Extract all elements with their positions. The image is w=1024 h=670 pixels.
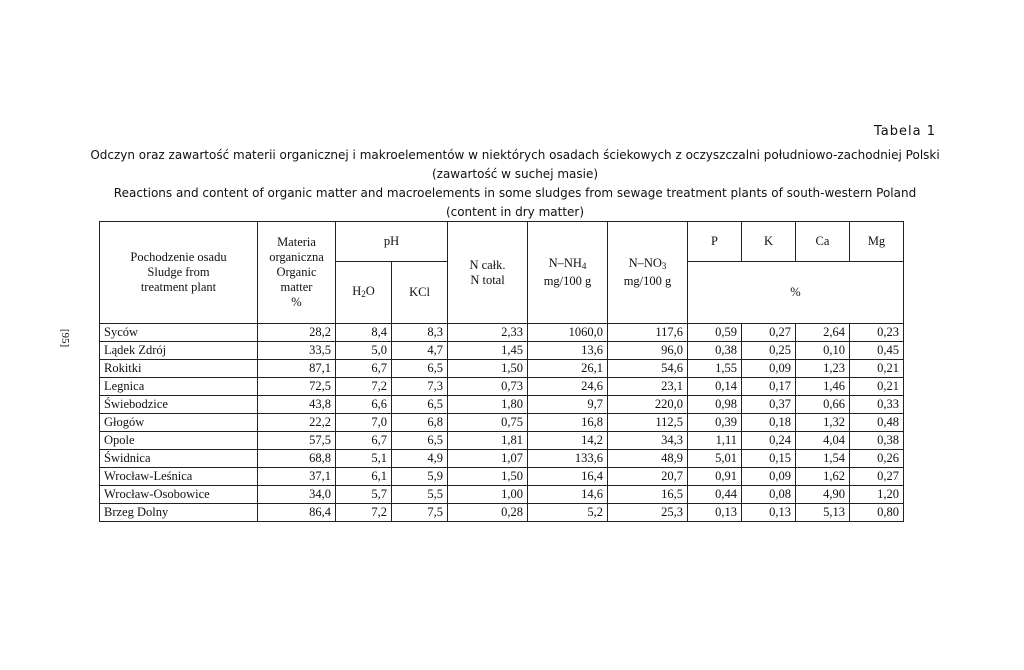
row-value-cell: 5,01 [688, 450, 742, 468]
row-value-cell: 4,9 [392, 450, 448, 468]
row-value-cell: 1,20 [850, 486, 904, 504]
row-value-cell: 133,6 [528, 450, 608, 468]
row-value-cell: 48,9 [608, 450, 688, 468]
row-value-cell: 6,1 [336, 468, 392, 486]
row-value-cell: 7,0 [336, 414, 392, 432]
header-n-no3-sub: 3 [661, 261, 667, 271]
row-value-cell: 0,23 [850, 324, 904, 342]
row-value-cell: 112,5 [608, 414, 688, 432]
row-value-cell: 20,7 [608, 468, 688, 486]
row-value-cell: 0,13 [742, 504, 796, 522]
header-n-nh4-sub: 4 [581, 261, 587, 271]
header-kcl: KCl [392, 262, 448, 324]
row-value-cell: 1,62 [796, 468, 850, 486]
row-value-cell: 7,2 [336, 504, 392, 522]
header-ph: pH [336, 222, 448, 262]
row-value-cell: 34,3 [608, 432, 688, 450]
row-value-cell: 0,38 [688, 342, 742, 360]
caption-polish-note: (zawartość w suchej masie) [431, 167, 599, 181]
header-organic-en-1: Organic [276, 265, 317, 279]
row-value-cell: 0,15 [742, 450, 796, 468]
row-value-cell: 0,45 [850, 342, 904, 360]
table-row [100, 342, 904, 360]
row-value-cell: 1,11 [688, 432, 742, 450]
row-value-cell: 1,45 [448, 342, 528, 360]
header-origin-en-2: treatment plant [140, 280, 217, 294]
header-organic-pl-1: Materia [277, 235, 316, 249]
row-value-cell: 8,4 [336, 324, 392, 342]
table-row [100, 468, 904, 486]
row-value-cell: 57,5 [258, 432, 336, 450]
header-h2o-sub: 2 [361, 288, 366, 299]
row-value-cell: 7,5 [392, 504, 448, 522]
table-row [100, 450, 904, 468]
row-value-cell: 34,0 [258, 486, 336, 504]
row-value-cell: 0,98 [688, 396, 742, 414]
header-organic-matter [258, 222, 336, 324]
row-value-cell: 6,7 [336, 432, 392, 450]
row-sludge-name: Lądek Zdrój [100, 342, 258, 360]
row-value-cell: 24,6 [528, 378, 608, 396]
row-value-cell: 0,21 [850, 360, 904, 378]
header-n-no3-base: N–NO [628, 256, 662, 270]
row-value-cell: 26,1 [528, 360, 608, 378]
row-value-cell: 68,8 [258, 450, 336, 468]
row-value-cell: 2,33 [448, 324, 528, 342]
row-value-cell: 0,66 [796, 396, 850, 414]
row-value-cell: 117,6 [608, 324, 688, 342]
header-h2o-base: H [352, 283, 362, 298]
row-value-cell: 1,81 [448, 432, 528, 450]
row-value-cell: 0,39 [688, 414, 742, 432]
row-value-cell: 16,4 [528, 468, 608, 486]
row-value-cell: 6,8 [392, 414, 448, 432]
row-value-cell: 0,18 [742, 414, 796, 432]
row-value-cell: 14,2 [528, 432, 608, 450]
header-organic-pl-2: organiczna [269, 250, 324, 264]
header-ca: Ca [796, 222, 850, 262]
row-value-cell: 0,14 [688, 378, 742, 396]
page-number: [95] [59, 328, 72, 348]
header-n-total-en: N total [470, 272, 505, 287]
table-row [100, 432, 904, 450]
header-h2o [336, 262, 392, 324]
table-caption [80, 146, 950, 222]
row-value-cell: 0,13 [688, 504, 742, 522]
header-n-no3 [608, 222, 688, 324]
row-sludge-name: Głogów [100, 414, 258, 432]
row-value-cell: 0,09 [742, 360, 796, 378]
row-value-cell: 5,9 [392, 468, 448, 486]
row-value-cell: 13,6 [528, 342, 608, 360]
table-row [100, 360, 904, 378]
header-origin [100, 222, 258, 324]
header-origin-pl: Pochodzenie osadu [130, 250, 227, 264]
row-value-cell: 0,24 [742, 432, 796, 450]
row-value-cell: 16,5 [608, 486, 688, 504]
row-value-cell: 1,07 [448, 450, 528, 468]
row-value-cell: 0,80 [850, 504, 904, 522]
row-value-cell: 6,5 [392, 396, 448, 414]
row-value-cell: 0,17 [742, 378, 796, 396]
row-value-cell: 7,2 [336, 378, 392, 396]
row-value-cell: 0,27 [742, 324, 796, 342]
header-h2o-end: O [365, 283, 375, 298]
row-value-cell: 1,80 [448, 396, 528, 414]
caption-english: Reactions and content of organic matter and macroelements in some sludges from sewage treatment plants of south-western Poland [113, 186, 917, 200]
row-value-cell: 0,91 [688, 468, 742, 486]
row-value-cell: 0,28 [448, 504, 528, 522]
row-value-cell: 7,3 [392, 378, 448, 396]
row-value-cell: 1060,0 [528, 324, 608, 342]
row-value-cell: 16,8 [528, 414, 608, 432]
header-percent: % [688, 262, 904, 324]
row-sludge-name: Syców [100, 324, 258, 342]
row-value-cell: 86,4 [258, 504, 336, 522]
header-n-nh4-label [532, 256, 603, 274]
row-value-cell: 4,7 [392, 342, 448, 360]
sludge-data-table [99, 221, 904, 522]
row-sludge-name: Świdnica [100, 450, 258, 468]
row-value-cell: 0,38 [850, 432, 904, 450]
row-value-cell: 0,75 [448, 414, 528, 432]
row-value-cell: 0,21 [850, 378, 904, 396]
row-value-cell: 1,32 [796, 414, 850, 432]
table-row [100, 324, 904, 342]
row-value-cell: 1,50 [448, 360, 528, 378]
row-value-cell: 0,33 [850, 396, 904, 414]
row-value-cell: 5,1 [336, 450, 392, 468]
header-organic-en-2: matter [280, 280, 313, 294]
row-value-cell: 96,0 [608, 342, 688, 360]
row-value-cell: 0,27 [850, 468, 904, 486]
row-value-cell: 5,7 [336, 486, 392, 504]
header-n-no3-label [612, 256, 683, 274]
row-value-cell: 22,2 [258, 414, 336, 432]
row-sludge-name: Rokitki [100, 360, 258, 378]
row-value-cell: 1,54 [796, 450, 850, 468]
row-value-cell: 0,25 [742, 342, 796, 360]
row-value-cell: 0,44 [688, 486, 742, 504]
row-sludge-name: Legnica [100, 378, 258, 396]
row-value-cell: 5,2 [528, 504, 608, 522]
row-sludge-name: Świebodzice [100, 396, 258, 414]
row-value-cell: 1,23 [796, 360, 850, 378]
row-value-cell: 28,2 [258, 324, 336, 342]
row-value-cell: 0,59 [688, 324, 742, 342]
row-value-cell: 220,0 [608, 396, 688, 414]
header-n-nh4-base: N–NH [548, 256, 582, 270]
row-value-cell: 0,26 [850, 450, 904, 468]
row-sludge-name: Wrocław-Leśnica [100, 468, 258, 486]
row-value-cell: 0,73 [448, 378, 528, 396]
row-value-cell: 6,5 [392, 432, 448, 450]
header-p: P [688, 222, 742, 262]
row-value-cell: 87,1 [258, 360, 336, 378]
row-value-cell: 8,3 [392, 324, 448, 342]
row-value-cell: 1,50 [448, 468, 528, 486]
row-value-cell: 1,00 [448, 486, 528, 504]
row-value-cell: 2,64 [796, 324, 850, 342]
header-organic-unit: % [291, 295, 302, 309]
row-value-cell: 4,04 [796, 432, 850, 450]
caption-polish: Odczyn oraz zawartość materii organicznej i makroelementów w niektórych osadach ściekowych z oczyszczalni południowo-zachodniej Polski [90, 148, 940, 162]
row-value-cell: 54,6 [608, 360, 688, 378]
table-row [100, 396, 904, 414]
table-label: Tabela 1 [874, 124, 936, 139]
header-n-total [448, 222, 528, 324]
row-value-cell: 6,5 [392, 360, 448, 378]
row-value-cell: 25,3 [608, 504, 688, 522]
row-sludge-name: Wrocław-Osobowice [100, 486, 258, 504]
row-value-cell: 6,7 [336, 360, 392, 378]
header-k: K [742, 222, 796, 262]
row-value-cell: 72,5 [258, 378, 336, 396]
row-value-cell: 23,1 [608, 378, 688, 396]
table-row [100, 414, 904, 432]
row-value-cell: 0,37 [742, 396, 796, 414]
row-value-cell: 0,48 [850, 414, 904, 432]
caption-english-note: (content in dry matter) [445, 205, 585, 219]
header-n-total-pl: N całk. [469, 257, 506, 272]
row-value-cell: 33,5 [258, 342, 336, 360]
row-value-cell: 0,10 [796, 342, 850, 360]
row-value-cell: 14,6 [528, 486, 608, 504]
header-n-nh4-unit: mg/100 g [543, 274, 592, 288]
table-row [100, 486, 904, 504]
header-origin-en-1: Sludge from [147, 265, 210, 279]
row-value-cell: 5,0 [336, 342, 392, 360]
row-value-cell: 0,08 [742, 486, 796, 504]
row-value-cell: 1,46 [796, 378, 850, 396]
row-value-cell: 6,6 [336, 396, 392, 414]
row-value-cell: 37,1 [258, 468, 336, 486]
row-sludge-name: Brzeg Dolny [100, 504, 258, 522]
row-value-cell: 5,5 [392, 486, 448, 504]
row-value-cell: 9,7 [528, 396, 608, 414]
row-value-cell: 4,90 [796, 486, 850, 504]
header-mg: Mg [850, 222, 904, 262]
table-row [100, 378, 904, 396]
row-value-cell: 43,8 [258, 396, 336, 414]
row-sludge-name: Opole [100, 432, 258, 450]
header-n-nh4 [528, 222, 608, 324]
table-row [100, 504, 904, 522]
row-value-cell: 5,13 [796, 504, 850, 522]
row-value-cell: 0,09 [742, 468, 796, 486]
row-value-cell: 1,55 [688, 360, 742, 378]
header-n-no3-unit: mg/100 g [623, 274, 672, 288]
